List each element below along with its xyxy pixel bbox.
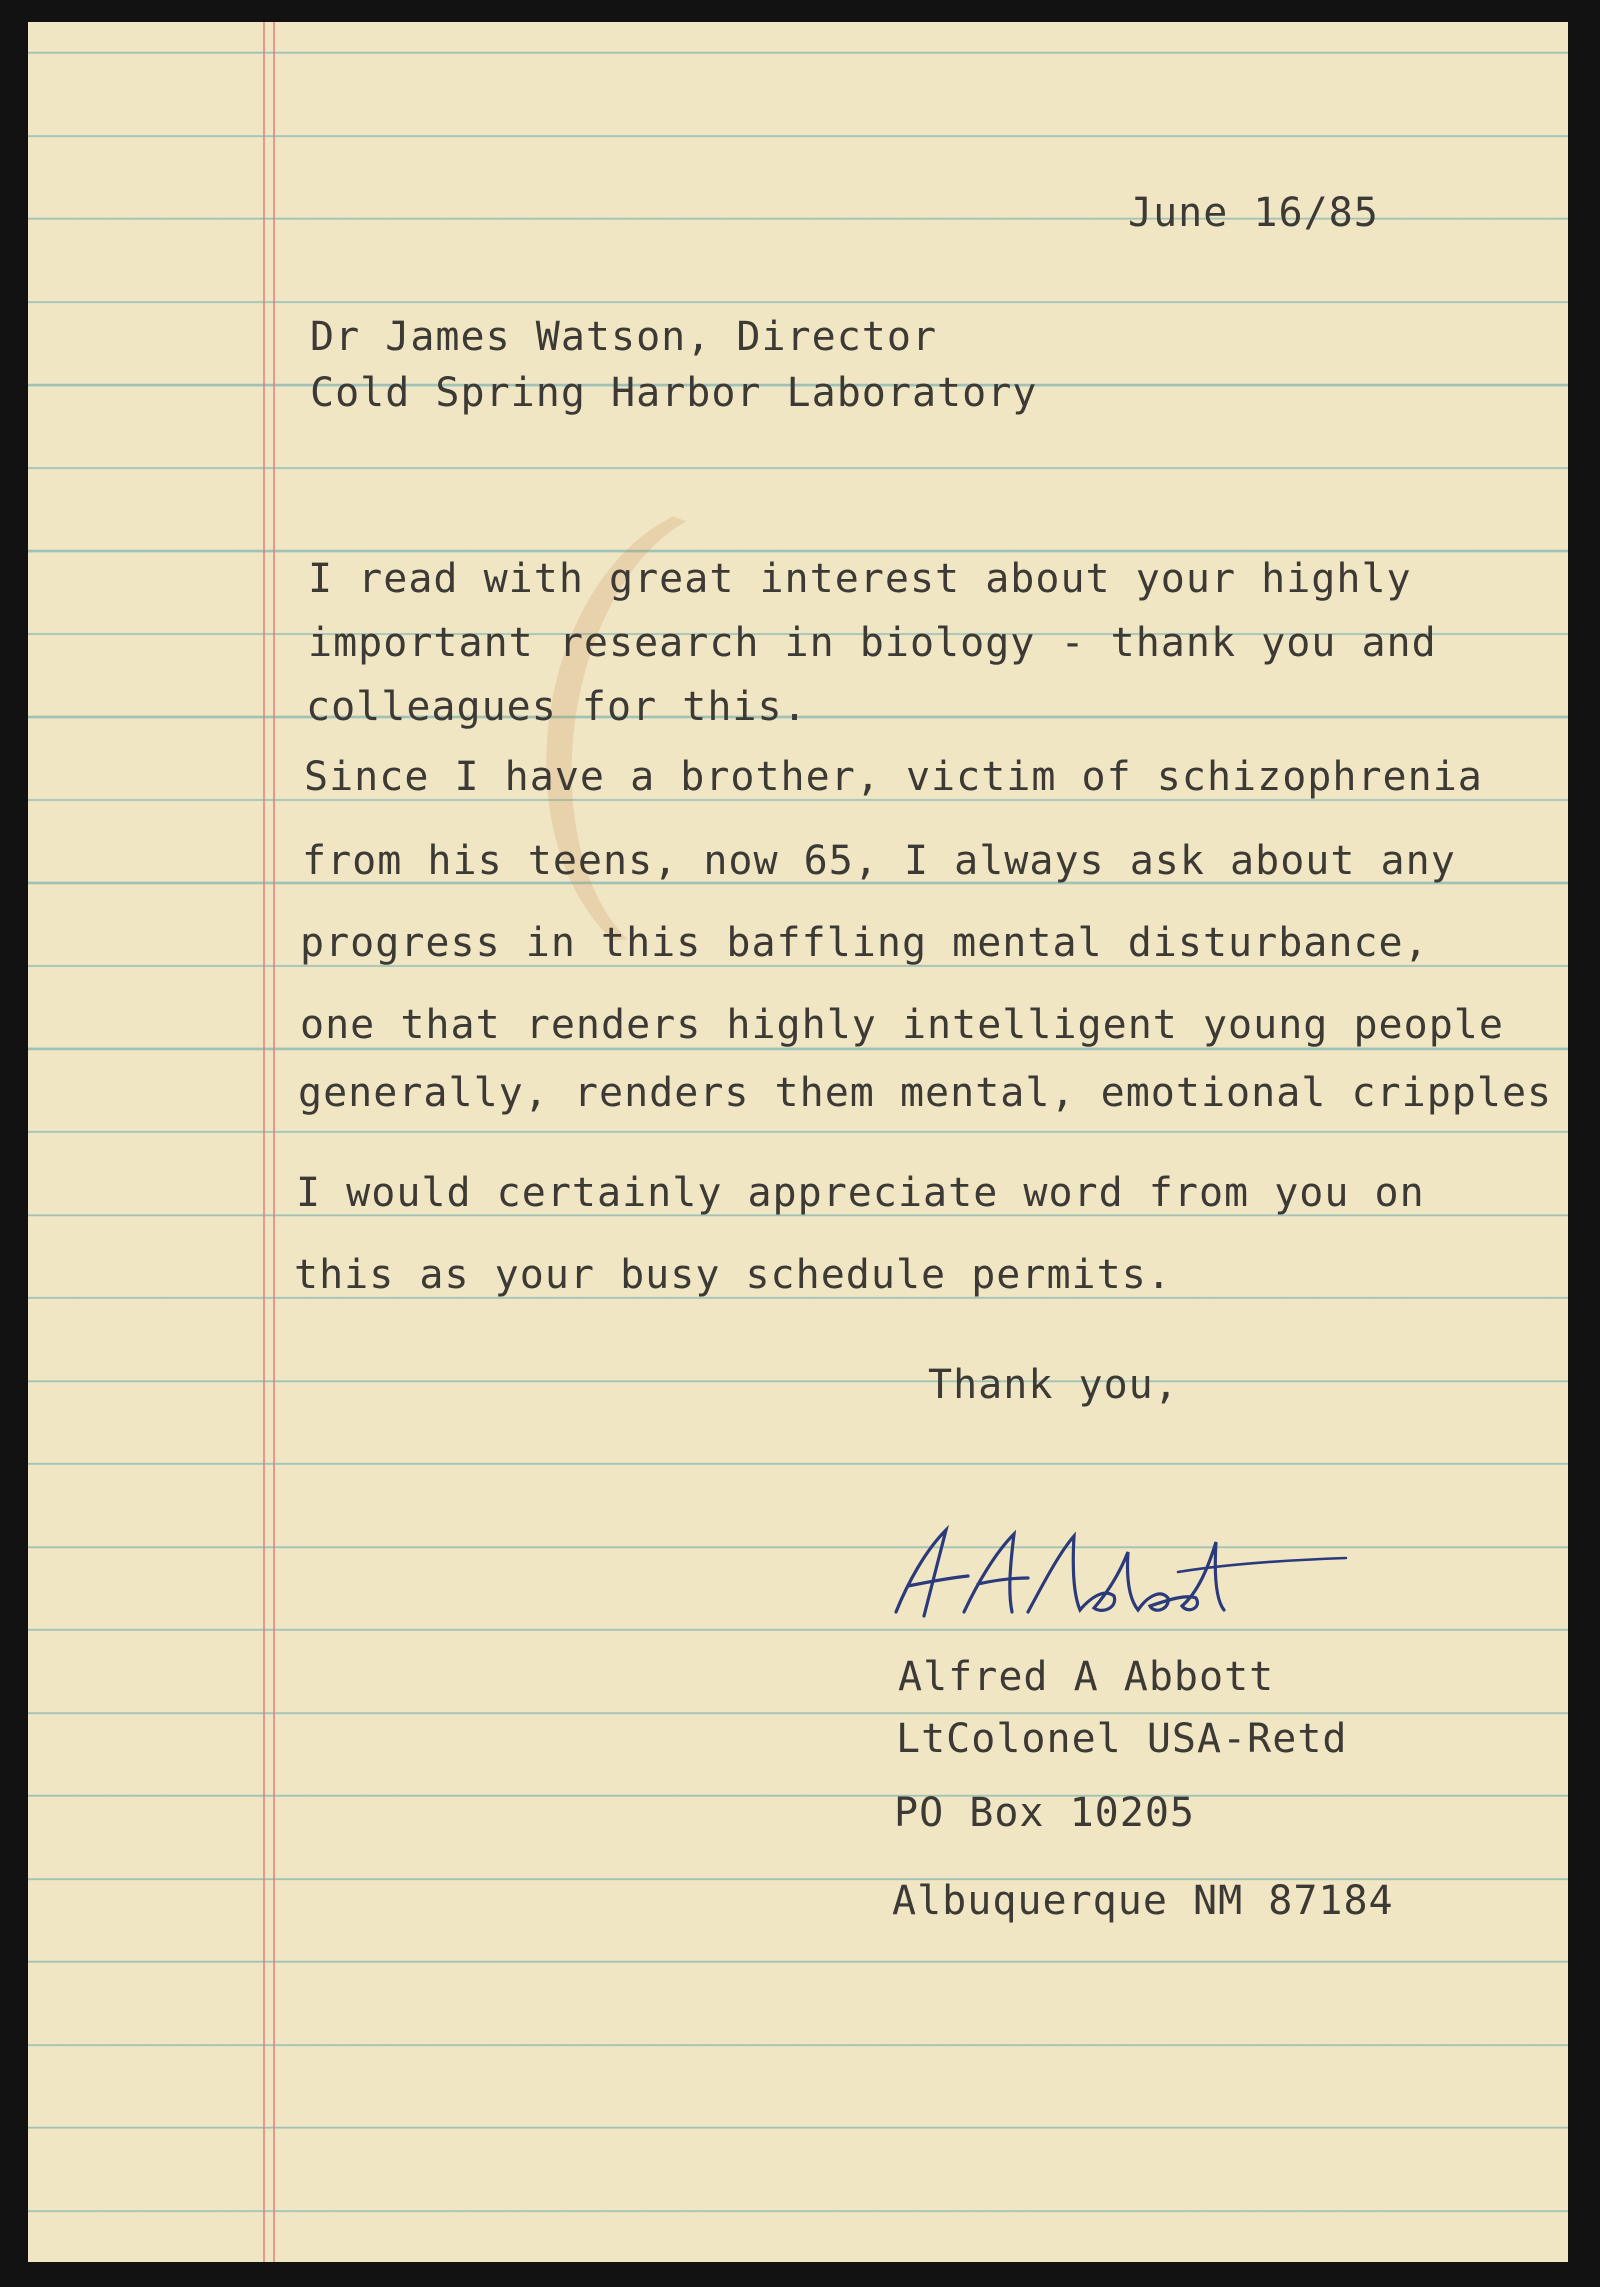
margin-line-right: [273, 22, 275, 2262]
body-line: colleagues for this.: [306, 684, 808, 730]
sender-po-box: PO Box 10205: [894, 1790, 1195, 1836]
handwritten-signature: [868, 1512, 1368, 1642]
body-line: I read with great interest about your highly: [308, 556, 1412, 602]
body-line: from his teens, now 65, I always ask about any: [302, 838, 1456, 884]
letter-date: June 16/85: [1128, 190, 1379, 236]
body-line: this as your busy schedule permits.: [294, 1252, 1172, 1298]
body-line: progress in this baffling mental disturbance,: [300, 920, 1429, 966]
closing: Thank you,: [928, 1362, 1179, 1408]
letter-page: [28, 22, 1568, 2262]
recipient-organization: Cold Spring Harbor Laboratory: [310, 370, 1038, 416]
body-line: I would certainly appreciate word from you on: [296, 1170, 1425, 1216]
sender-title: LtColonel USA-Retd: [896, 1716, 1348, 1762]
body-line: one that renders highly intelligent young people: [300, 1002, 1504, 1048]
margin-line-left: [263, 22, 265, 2262]
body-line: important research in biology - thank you and: [308, 620, 1437, 666]
body-line: generally, renders them mental, emotional cripples: [298, 1070, 1553, 1116]
body-line: Since I have a brother, victim of schizophrenia: [304, 754, 1483, 800]
recipient-name: Dr James Watson, Director: [310, 314, 938, 360]
sender-city: Albuquerque NM 87184: [892, 1878, 1394, 1924]
sender-name: Alfred A Abbott: [898, 1654, 1275, 1700]
